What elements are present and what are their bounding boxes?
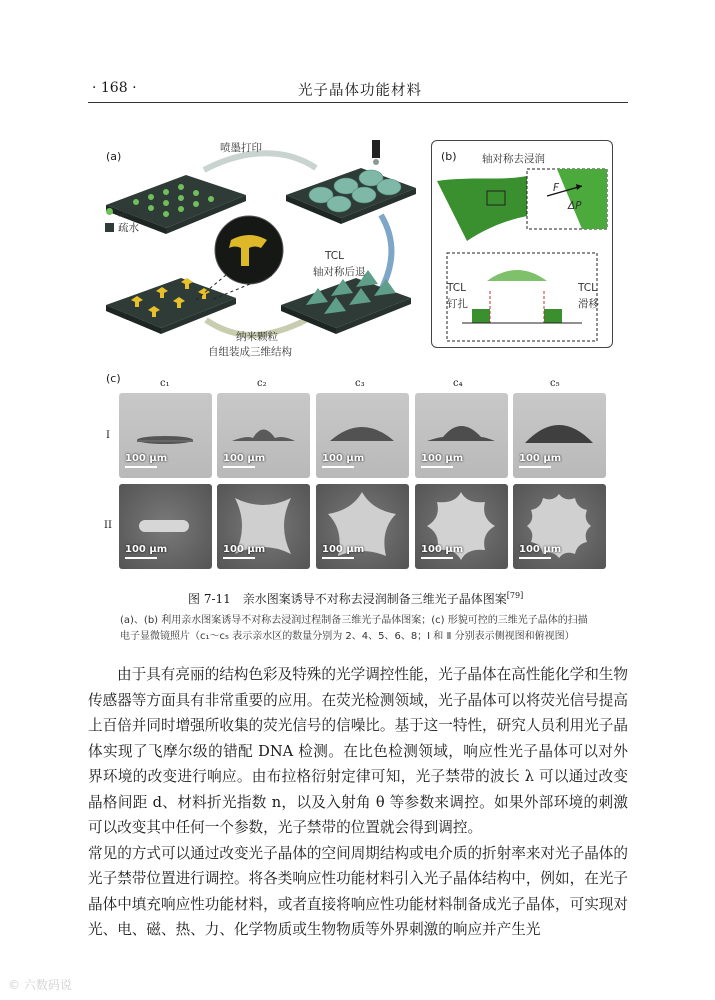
panel-b-label: (b) — [441, 150, 457, 163]
tcl-pinning-1: TCL — [447, 282, 466, 294]
caption-note-line2: 电子显微镜照片（c₁～c₅ 表示亲水区的数量分别为 2、4、5、6、8；Ⅰ 和 Ⅱ 分别表示侧视图和俯视图） — [120, 631, 575, 642]
column-label-c2: c₂ — [257, 378, 267, 389]
sem-side-c4 — [415, 393, 508, 478]
watermark: © 六数码说 — [8, 978, 72, 992]
sem-top-c4 — [415, 484, 508, 569]
scale-label: 100 μm — [223, 544, 266, 555]
scale-label: 100 μm — [421, 544, 464, 555]
caption-ref: [79] — [506, 591, 524, 600]
figure-caption — [188, 590, 523, 607]
sem-top-c5 — [513, 484, 606, 569]
sem-side-c5 — [513, 393, 606, 478]
sem-side-c2 — [217, 393, 310, 478]
tcl-slip-2: 滑移 — [578, 298, 599, 310]
tcl-slip-1: TCL — [578, 282, 597, 294]
panel-a-label: (a) — [106, 150, 122, 163]
caption-text: 图 7-11 亲水图案诱导不对称去浸润制备三维光子晶体图案 — [188, 592, 507, 606]
step-tcl: TCL — [325, 250, 344, 262]
scale-label: 100 μm — [322, 453, 365, 464]
column-label-c3: c₃ — [355, 378, 365, 389]
legend-hydrophobic-swatch — [105, 223, 114, 232]
caption-note-line1: (a)、(b) 利用亲水图案诱导不对称去浸润过程制备三维光子晶体图案；(c) 形貌可控的三维光子晶体的扫描 — [120, 615, 588, 626]
arrow-right — [381, 215, 392, 290]
scale-label: 100 μm — [519, 453, 562, 464]
running-title: 光子晶体功能材料 — [298, 83, 422, 99]
scale-label: 100 μm — [125, 453, 168, 464]
page-number: · 168 · — [92, 80, 137, 96]
column-label-c5: c₅ — [550, 378, 560, 389]
tcl-pinning-2: 钉扎 — [447, 298, 468, 310]
scale-label: 100 μm — [125, 544, 168, 555]
row-label-I: I — [106, 430, 110, 441]
sem-side-c1 — [119, 393, 212, 478]
scale-label: 100 μm — [421, 453, 464, 464]
body-text — [88, 662, 628, 943]
droplet-body — [437, 176, 527, 241]
step-inkjet: 喷墨打印 — [220, 142, 262, 154]
step-recede: 轴对称后退 — [313, 266, 366, 278]
substrate-bl — [106, 278, 236, 328]
sem-top-c3 — [316, 484, 409, 569]
scale-label: 100 μm — [223, 453, 266, 464]
sem-side-c3 — [316, 393, 409, 478]
body-paragraph-2: 常见的方式可以通过改变光子晶体的空间周期结构或电介质的折射率来对光子晶体的光子禁带位置进行调控。将各类响应性功能材料引入光子晶体结构中，例如，在光子晶体中填充响应性功能材料，或者直接将响应性功能材料制备成光子晶体，可实现对光、电、磁、热、力、化学物质或生物物质等外界刺激的响应并产生光 — [88, 844, 628, 938]
arrow-top — [204, 153, 316, 170]
scale-label: 100 μm — [322, 544, 365, 555]
header-rule — [88, 102, 628, 103]
delta-p-label: ΔP — [568, 200, 582, 212]
step-nanoparticle: 纳米颗粒 — [236, 331, 278, 343]
sem-top-c2 — [217, 484, 310, 569]
legend-hydrophilic-swatch — [106, 208, 113, 215]
row-label-II: II — [104, 520, 112, 531]
column-label-c4: c₄ — [453, 378, 463, 389]
legend-hydrophilic: 亲水 — [118, 207, 139, 219]
force-label: F — [553, 182, 560, 194]
column-label-c1: c₁ — [160, 378, 170, 389]
panel-b-title: 轴对称去浸润 — [482, 153, 545, 165]
legend-hydrophobic: 疏水 — [118, 222, 139, 234]
sem-top-c1 — [119, 484, 212, 569]
body-paragraph-1: 由于具有亮丽的结构色彩及特殊的光学调控性能，光子晶体在高性能化学和生物传感器等方面具有非常重要的应用。在荧光检测领域，光子晶体可以将荧光信号提高上百倍并同时增强所收集的荧光信号的信噪比。基于这一特性，研究人员利用光子晶体实现了飞摩尔级的错配 DNA 检测。在比色检测领域，响应性光子晶体可以对外界环境的改变进行响应。由布拉格衍射定律可知，光子禁带的波长 λ 可以通过改变晶格间距 d、材料折光指数 n，以及入射角 θ 等参数来调控。如果外部环境的刺激可以改变其中任何一个参数，光子禁带的位置就会得到调控。 — [88, 666, 628, 836]
step-self-assembly: 自组装成三维结构 — [208, 346, 292, 358]
inkjet-nozzle — [372, 140, 380, 158]
panel-b-svg — [432, 141, 612, 347]
panel-c-label: (c) — [106, 372, 121, 385]
tcl-inset — [447, 253, 597, 341]
panel-b-frame — [431, 140, 613, 348]
scale-label: 100 μm — [519, 544, 562, 555]
